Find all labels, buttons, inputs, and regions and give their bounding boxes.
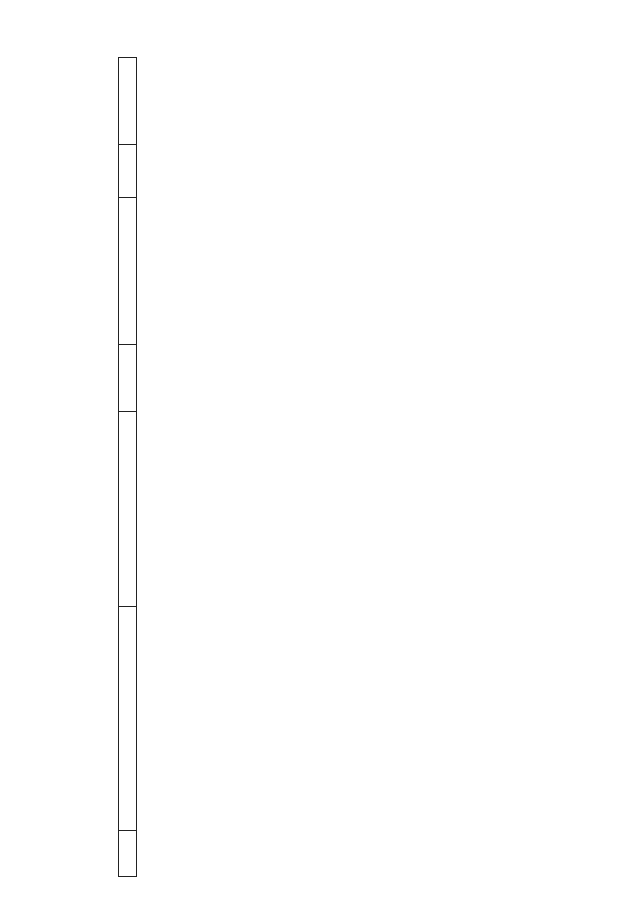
table-header-border bbox=[136, 57, 137, 877]
column-header bbox=[119, 831, 135, 877]
column-header bbox=[119, 345, 135, 412]
column-header bbox=[119, 198, 135, 345]
column-header bbox=[119, 145, 135, 198]
column-header bbox=[119, 607, 135, 831]
data-table bbox=[118, 57, 618, 877]
column-header bbox=[119, 58, 135, 145]
column-header bbox=[119, 412, 135, 607]
